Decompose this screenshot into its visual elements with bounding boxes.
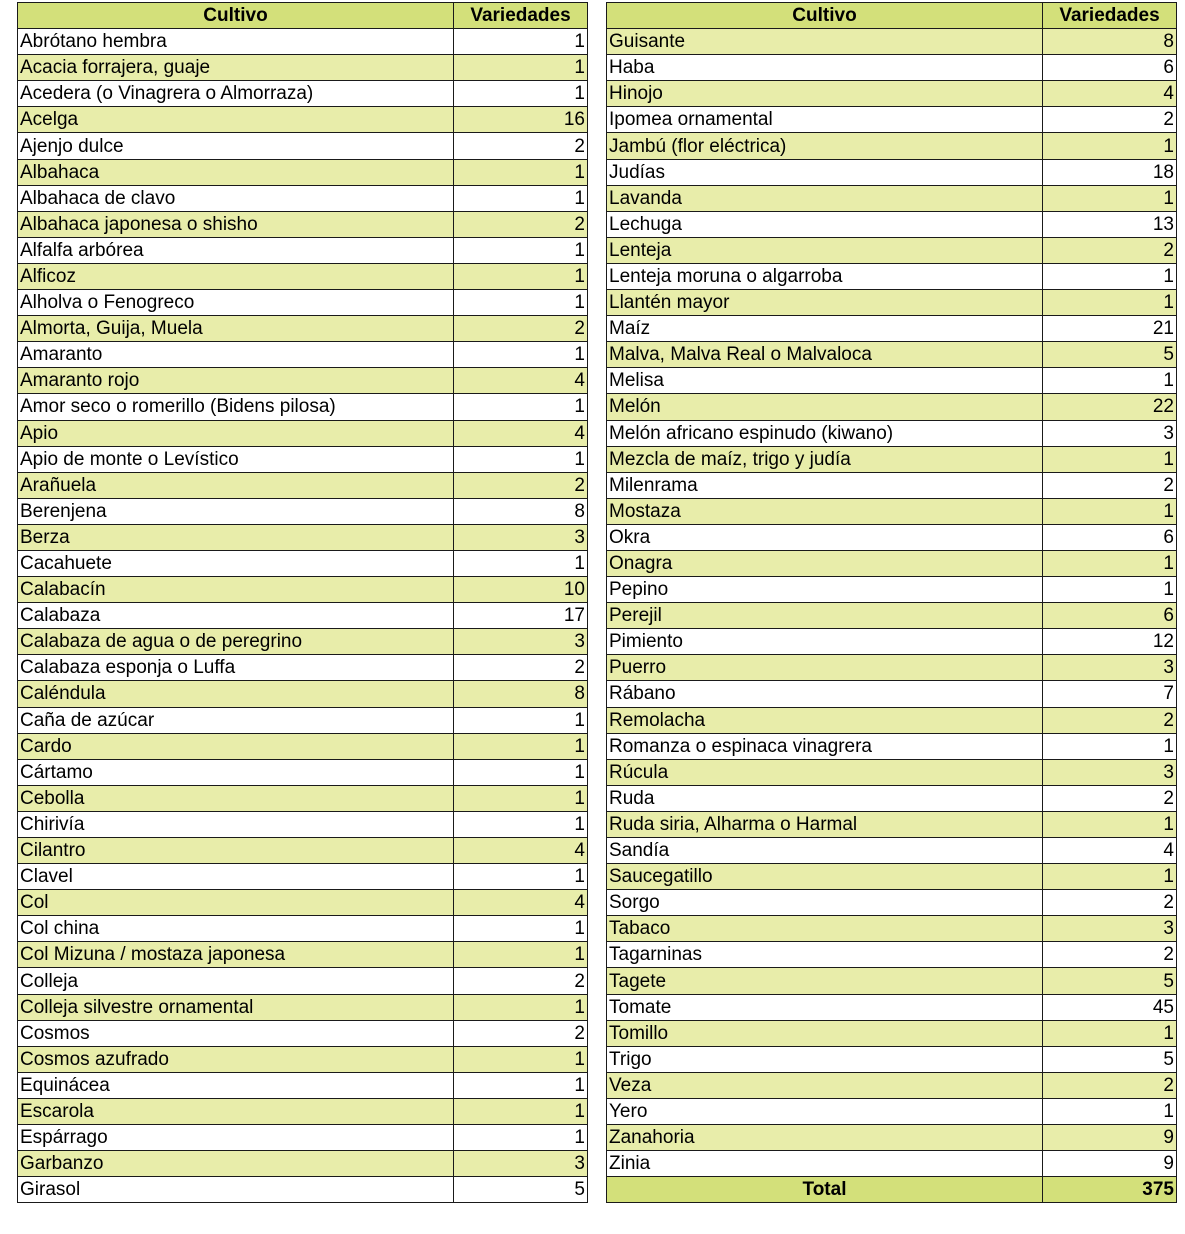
varieties-count-cell: 2 <box>454 316 588 342</box>
crop-name-cell: Berenjena <box>18 498 454 524</box>
crop-name-cell: Rúcula <box>607 759 1043 785</box>
table-row <box>18 290 588 316</box>
varieties-count-cell: 2 <box>1043 107 1177 133</box>
varieties-count-cell: 1 <box>454 1072 588 1098</box>
crops-table-left <box>17 2 588 1203</box>
table-row <box>607 864 1177 890</box>
table-row <box>607 942 1177 968</box>
varieties-count-cell: 2 <box>1043 707 1177 733</box>
table-row <box>18 342 588 368</box>
total-row <box>607 1177 1177 1203</box>
crop-name-cell: Lenteja <box>607 237 1043 263</box>
crop-name-cell: Hinojo <box>607 81 1043 107</box>
crop-name-cell: Tagarninas <box>607 942 1043 968</box>
varieties-count-cell: 1 <box>454 733 588 759</box>
crop-name-cell: Apio <box>18 420 454 446</box>
crop-name-cell: Zinia <box>607 1151 1043 1177</box>
crop-name-cell: Remolacha <box>607 707 1043 733</box>
varieties-count-cell: 1 <box>454 864 588 890</box>
table-row <box>607 211 1177 237</box>
crop-name-cell: Judías <box>607 159 1043 185</box>
varieties-count-cell: 5 <box>1043 968 1177 994</box>
varieties-count-cell: 1 <box>1043 864 1177 890</box>
total-label: Total <box>607 1177 1043 1203</box>
varieties-count-cell: 5 <box>1043 342 1177 368</box>
table-row <box>607 316 1177 342</box>
crop-name-cell: Abrótano hembra <box>18 29 454 55</box>
crop-name-cell: Melón africano espinudo (kiwano) <box>607 420 1043 446</box>
table-row <box>18 733 588 759</box>
table-row <box>607 811 1177 837</box>
table-row <box>607 342 1177 368</box>
table-row <box>607 498 1177 524</box>
varieties-count-cell: 6 <box>1043 55 1177 81</box>
table-row <box>18 629 588 655</box>
varieties-count-cell: 3 <box>1043 655 1177 681</box>
table-row <box>607 290 1177 316</box>
table-row <box>18 707 588 733</box>
crop-name-cell: Melón <box>607 394 1043 420</box>
varieties-count-cell: 8 <box>454 681 588 707</box>
total-value: 375 <box>1043 1177 1177 1203</box>
varieties-count-cell: 12 <box>1043 629 1177 655</box>
table-row <box>607 733 1177 759</box>
varieties-count-cell: 1 <box>454 942 588 968</box>
table-row <box>18 890 588 916</box>
varieties-count-cell: 1 <box>454 1125 588 1151</box>
crops-table-right <box>606 2 1177 1203</box>
crop-name-cell: Girasol <box>18 1177 454 1203</box>
table-row <box>607 81 1177 107</box>
table-row <box>607 759 1177 785</box>
varieties-count-cell: 1 <box>454 237 588 263</box>
crop-name-cell: Cardo <box>18 733 454 759</box>
table-row <box>607 1151 1177 1177</box>
table-row <box>607 29 1177 55</box>
crop-name-cell: Espárrago <box>18 1125 454 1151</box>
table-row <box>607 655 1177 681</box>
crop-name-cell: Mostaza <box>607 498 1043 524</box>
crop-name-cell: Chirivía <box>18 811 454 837</box>
varieties-count-cell: 17 <box>454 603 588 629</box>
table-row <box>18 394 588 420</box>
table-row <box>18 681 588 707</box>
varieties-count-cell: 7 <box>1043 681 1177 707</box>
table-row <box>18 759 588 785</box>
table-row <box>607 263 1177 289</box>
table-row <box>607 159 1177 185</box>
varieties-count-cell: 2 <box>454 472 588 498</box>
varieties-count-cell: 2 <box>1043 1072 1177 1098</box>
varieties-count-cell: 5 <box>1043 1046 1177 1072</box>
varieties-count-cell: 3 <box>1043 759 1177 785</box>
table-row <box>607 603 1177 629</box>
varieties-column-header: Variedades <box>1043 3 1177 29</box>
varieties-count-cell: 1 <box>454 916 588 942</box>
crop-name-cell: Calabaza <box>18 603 454 629</box>
crop-name-cell: Cacahuete <box>18 550 454 576</box>
varieties-count-cell: 1 <box>454 994 588 1020</box>
table-row <box>18 237 588 263</box>
crop-name-cell: Caléndula <box>18 681 454 707</box>
varieties-count-cell: 9 <box>1043 1151 1177 1177</box>
crop-name-cell: Pepino <box>607 577 1043 603</box>
table-row <box>18 864 588 890</box>
crop-name-cell: Alficoz <box>18 263 454 289</box>
table-row <box>18 316 588 342</box>
varieties-count-cell: 1 <box>454 707 588 733</box>
varieties-count-cell: 3 <box>1043 916 1177 942</box>
varieties-count-cell: 1 <box>454 185 588 211</box>
crop-name-cell: Puerro <box>607 655 1043 681</box>
table-row <box>607 237 1177 263</box>
crop-name-cell: Colleja silvestre ornamental <box>18 994 454 1020</box>
crop-name-cell: Amaranto <box>18 342 454 368</box>
varieties-count-cell: 1 <box>454 1046 588 1072</box>
crop-name-cell: Cosmos azufrado <box>18 1046 454 1072</box>
table-row <box>607 550 1177 576</box>
crop-name-cell: Albahaca de clavo <box>18 185 454 211</box>
crop-name-cell: Amor seco o romerillo (Bidens pilosa) <box>18 394 454 420</box>
table-row <box>18 1151 588 1177</box>
crop-name-cell: Col Mizuna / mostaza japonesa <box>18 942 454 968</box>
varieties-count-cell: 1 <box>454 55 588 81</box>
table-row <box>607 890 1177 916</box>
crop-name-cell: Milenrama <box>607 472 1043 498</box>
crop-name-cell: Acacia forrajera, guaje <box>18 55 454 81</box>
crop-name-cell: Okra <box>607 524 1043 550</box>
table-row <box>18 185 588 211</box>
crop-name-cell: Saucegatillo <box>607 864 1043 890</box>
varieties-count-cell: 2 <box>454 1020 588 1046</box>
crop-name-cell: Ipomea ornamental <box>607 107 1043 133</box>
table-row <box>18 1098 588 1124</box>
table-row <box>18 916 588 942</box>
varieties-count-cell: 1 <box>454 159 588 185</box>
varieties-count-cell: 1 <box>1043 446 1177 472</box>
varieties-count-cell: 45 <box>1043 994 1177 1020</box>
varieties-count-cell: 8 <box>1043 29 1177 55</box>
crop-name-cell: Berza <box>18 524 454 550</box>
table-row <box>607 394 1177 420</box>
table-row <box>18 498 588 524</box>
crop-name-cell: Guisante <box>607 29 1043 55</box>
header-row <box>18 3 588 29</box>
crop-name-cell: Perejil <box>607 603 1043 629</box>
crop-name-cell: Cosmos <box>18 1020 454 1046</box>
crop-name-cell: Romanza o espinaca vinagrera <box>607 733 1043 759</box>
varieties-count-cell: 1 <box>454 811 588 837</box>
varieties-count-cell: 13 <box>1043 211 1177 237</box>
table-row <box>18 263 588 289</box>
table-row <box>607 107 1177 133</box>
crop-name-cell: Melisa <box>607 368 1043 394</box>
table-row <box>18 29 588 55</box>
table-row <box>18 577 588 603</box>
varieties-count-cell: 8 <box>454 498 588 524</box>
crop-name-cell: Tagete <box>607 968 1043 994</box>
table-row <box>607 629 1177 655</box>
crop-name-cell: Acedera (o Vinagrera o Almorraza) <box>18 81 454 107</box>
varieties-count-cell: 1 <box>1043 577 1177 603</box>
varieties-count-cell: 1 <box>454 759 588 785</box>
table-row <box>18 1125 588 1151</box>
varieties-count-cell: 1 <box>454 29 588 55</box>
varieties-count-cell: 3 <box>454 629 588 655</box>
varieties-count-cell: 6 <box>1043 524 1177 550</box>
varieties-count-cell: 1 <box>454 81 588 107</box>
table-row <box>607 1098 1177 1124</box>
varieties-count-cell: 1 <box>454 1098 588 1124</box>
varieties-count-cell: 2 <box>1043 890 1177 916</box>
table-row <box>18 472 588 498</box>
varieties-count-cell: 2 <box>454 968 588 994</box>
varieties-count-cell: 1 <box>1043 733 1177 759</box>
crop-name-cell: Apio de monte o Levístico <box>18 446 454 472</box>
crop-name-cell: Trigo <box>607 1046 1043 1072</box>
varieties-count-cell: 1 <box>1043 133 1177 159</box>
table-row <box>607 472 1177 498</box>
varieties-count-cell: 1 <box>454 394 588 420</box>
table-row <box>18 968 588 994</box>
varieties-count-cell: 2 <box>454 133 588 159</box>
varieties-count-cell: 3 <box>454 1151 588 1177</box>
crop-name-cell: Maíz <box>607 316 1043 342</box>
varieties-count-cell: 18 <box>1043 159 1177 185</box>
crop-name-cell: Equinácea <box>18 1072 454 1098</box>
varieties-count-cell: 4 <box>1043 838 1177 864</box>
table-row <box>18 603 588 629</box>
table-row <box>18 159 588 185</box>
table-row <box>607 681 1177 707</box>
table-row <box>607 916 1177 942</box>
table-row <box>18 524 588 550</box>
crop-name-cell: Lechuga <box>607 211 1043 237</box>
table-row <box>18 446 588 472</box>
crop-name-cell: Escarola <box>18 1098 454 1124</box>
varieties-count-cell: 21 <box>1043 316 1177 342</box>
varieties-count-cell: 1 <box>454 550 588 576</box>
crop-name-cell: Alholva o Fenogreco <box>18 290 454 316</box>
crop-name-cell: Alfalfa arbórea <box>18 237 454 263</box>
table-row <box>607 1046 1177 1072</box>
table-row <box>18 81 588 107</box>
crop-name-cell: Cilantro <box>18 838 454 864</box>
varieties-count-cell: 3 <box>454 524 588 550</box>
table-row <box>607 446 1177 472</box>
crop-name-cell: Ruda <box>607 785 1043 811</box>
crop-name-cell: Albahaca japonesa o shisho <box>18 211 454 237</box>
crop-name-cell: Clavel <box>18 864 454 890</box>
varieties-count-cell: 1 <box>454 342 588 368</box>
table-row <box>607 994 1177 1020</box>
varieties-count-cell: 1 <box>454 290 588 316</box>
crop-name-cell: Caña de azúcar <box>18 707 454 733</box>
crop-name-cell: Lavanda <box>607 185 1043 211</box>
header-row <box>607 3 1177 29</box>
varieties-count-cell: 1 <box>1043 290 1177 316</box>
varieties-count-cell: 2 <box>1043 472 1177 498</box>
crop-name-cell: Col <box>18 890 454 916</box>
table-row <box>607 838 1177 864</box>
varieties-count-cell: 2 <box>454 211 588 237</box>
crop-name-cell: Col china <box>18 916 454 942</box>
varieties-count-cell: 1 <box>1043 1020 1177 1046</box>
varieties-count-cell: 10 <box>454 577 588 603</box>
crop-name-cell: Albahaca <box>18 159 454 185</box>
table-row <box>607 185 1177 211</box>
varieties-count-cell: 4 <box>454 890 588 916</box>
crop-name-cell: Acelga <box>18 107 454 133</box>
crop-name-cell: Mezcla de maíz, trigo y judía <box>607 446 1043 472</box>
varieties-count-cell: 9 <box>1043 1125 1177 1151</box>
table-row <box>607 577 1177 603</box>
table-row <box>607 968 1177 994</box>
crop-name-cell: Lenteja moruna o algarroba <box>607 263 1043 289</box>
table-row <box>607 133 1177 159</box>
crop-name-cell: Malva, Malva Real o Malvaloca <box>607 342 1043 368</box>
varieties-count-cell: 1 <box>454 263 588 289</box>
table-row <box>18 811 588 837</box>
crop-name-cell: Veza <box>607 1072 1043 1098</box>
table-row <box>607 707 1177 733</box>
crop-name-cell: Rábano <box>607 681 1043 707</box>
crop-name-cell: Tomate <box>607 994 1043 1020</box>
crop-name-cell: Amaranto rojo <box>18 368 454 394</box>
varieties-count-cell: 1 <box>454 785 588 811</box>
varieties-count-cell: 3 <box>1043 420 1177 446</box>
table-row <box>18 420 588 446</box>
varieties-count-cell: 1 <box>1043 263 1177 289</box>
crop-name-cell: Ruda siria, Alharma o Harmal <box>607 811 1043 837</box>
crop-name-cell: Haba <box>607 55 1043 81</box>
crop-name-cell: Pimiento <box>607 629 1043 655</box>
crop-name-cell: Tabaco <box>607 916 1043 942</box>
varieties-count-cell: 2 <box>454 655 588 681</box>
crop-name-cell: Cártamo <box>18 759 454 785</box>
crop-name-cell: Tomillo <box>607 1020 1043 1046</box>
varieties-column-header: Variedades <box>454 3 588 29</box>
table-row <box>607 1072 1177 1098</box>
crop-name-cell: Zanahoria <box>607 1125 1043 1151</box>
crop-column-header: Cultivo <box>607 3 1043 29</box>
crop-name-cell: Calabaza de agua o de peregrino <box>18 629 454 655</box>
table-row <box>607 1125 1177 1151</box>
varieties-count-cell: 1 <box>1043 550 1177 576</box>
varieties-count-cell: 22 <box>1043 394 1177 420</box>
varieties-count-cell: 5 <box>454 1177 588 1203</box>
varieties-count-cell: 4 <box>454 420 588 446</box>
varieties-count-cell: 1 <box>454 446 588 472</box>
table-row <box>607 368 1177 394</box>
table-row <box>607 1020 1177 1046</box>
varieties-count-cell: 4 <box>454 838 588 864</box>
table-row <box>18 1177 588 1203</box>
crop-name-cell: Cebolla <box>18 785 454 811</box>
table-body-right <box>607 29 1177 1177</box>
table-row <box>607 55 1177 81</box>
table-row <box>18 107 588 133</box>
crop-name-cell: Arañuela <box>18 472 454 498</box>
table-row <box>607 785 1177 811</box>
crop-name-cell: Calabaza esponja o Luffa <box>18 655 454 681</box>
crop-name-cell: Sandía <box>607 838 1043 864</box>
varieties-count-cell: 2 <box>1043 942 1177 968</box>
crop-name-cell: Calabacín <box>18 577 454 603</box>
varieties-count-cell: 1 <box>1043 811 1177 837</box>
crop-name-cell: Llantén mayor <box>607 290 1043 316</box>
table-row <box>18 1046 588 1072</box>
table-row <box>18 1020 588 1046</box>
crop-name-cell: Ajenjo dulce <box>18 133 454 159</box>
varieties-count-cell: 2 <box>1043 785 1177 811</box>
crop-name-cell: Sorgo <box>607 890 1043 916</box>
crop-name-cell: Colleja <box>18 968 454 994</box>
varieties-count-cell: 1 <box>1043 185 1177 211</box>
table-row <box>607 524 1177 550</box>
crop-column-header: Cultivo <box>18 3 454 29</box>
table-row <box>18 550 588 576</box>
varieties-count-cell: 2 <box>1043 237 1177 263</box>
table-row <box>18 368 588 394</box>
table-row <box>18 655 588 681</box>
crop-name-cell: Jambú (flor eléctrica) <box>607 133 1043 159</box>
varieties-count-cell: 6 <box>1043 603 1177 629</box>
table-row <box>18 942 588 968</box>
crop-name-cell: Almorta, Guija, Muela <box>18 316 454 342</box>
crop-name-cell: Garbanzo <box>18 1151 454 1177</box>
table-row <box>18 838 588 864</box>
varieties-count-cell: 16 <box>454 107 588 133</box>
table-body-left <box>18 29 588 1203</box>
varieties-count-cell: 1 <box>1043 498 1177 524</box>
varieties-count-cell: 4 <box>1043 81 1177 107</box>
varieties-count-cell: 4 <box>454 368 588 394</box>
crop-name-cell: Onagra <box>607 550 1043 576</box>
table-row <box>18 994 588 1020</box>
table-row <box>18 785 588 811</box>
varieties-count-cell: 1 <box>1043 1098 1177 1124</box>
table-row <box>18 55 588 81</box>
varieties-count-cell: 1 <box>1043 368 1177 394</box>
table-row <box>18 133 588 159</box>
table-row <box>607 420 1177 446</box>
table-row <box>18 211 588 237</box>
crop-name-cell: Yero <box>607 1098 1043 1124</box>
table-row <box>18 1072 588 1098</box>
